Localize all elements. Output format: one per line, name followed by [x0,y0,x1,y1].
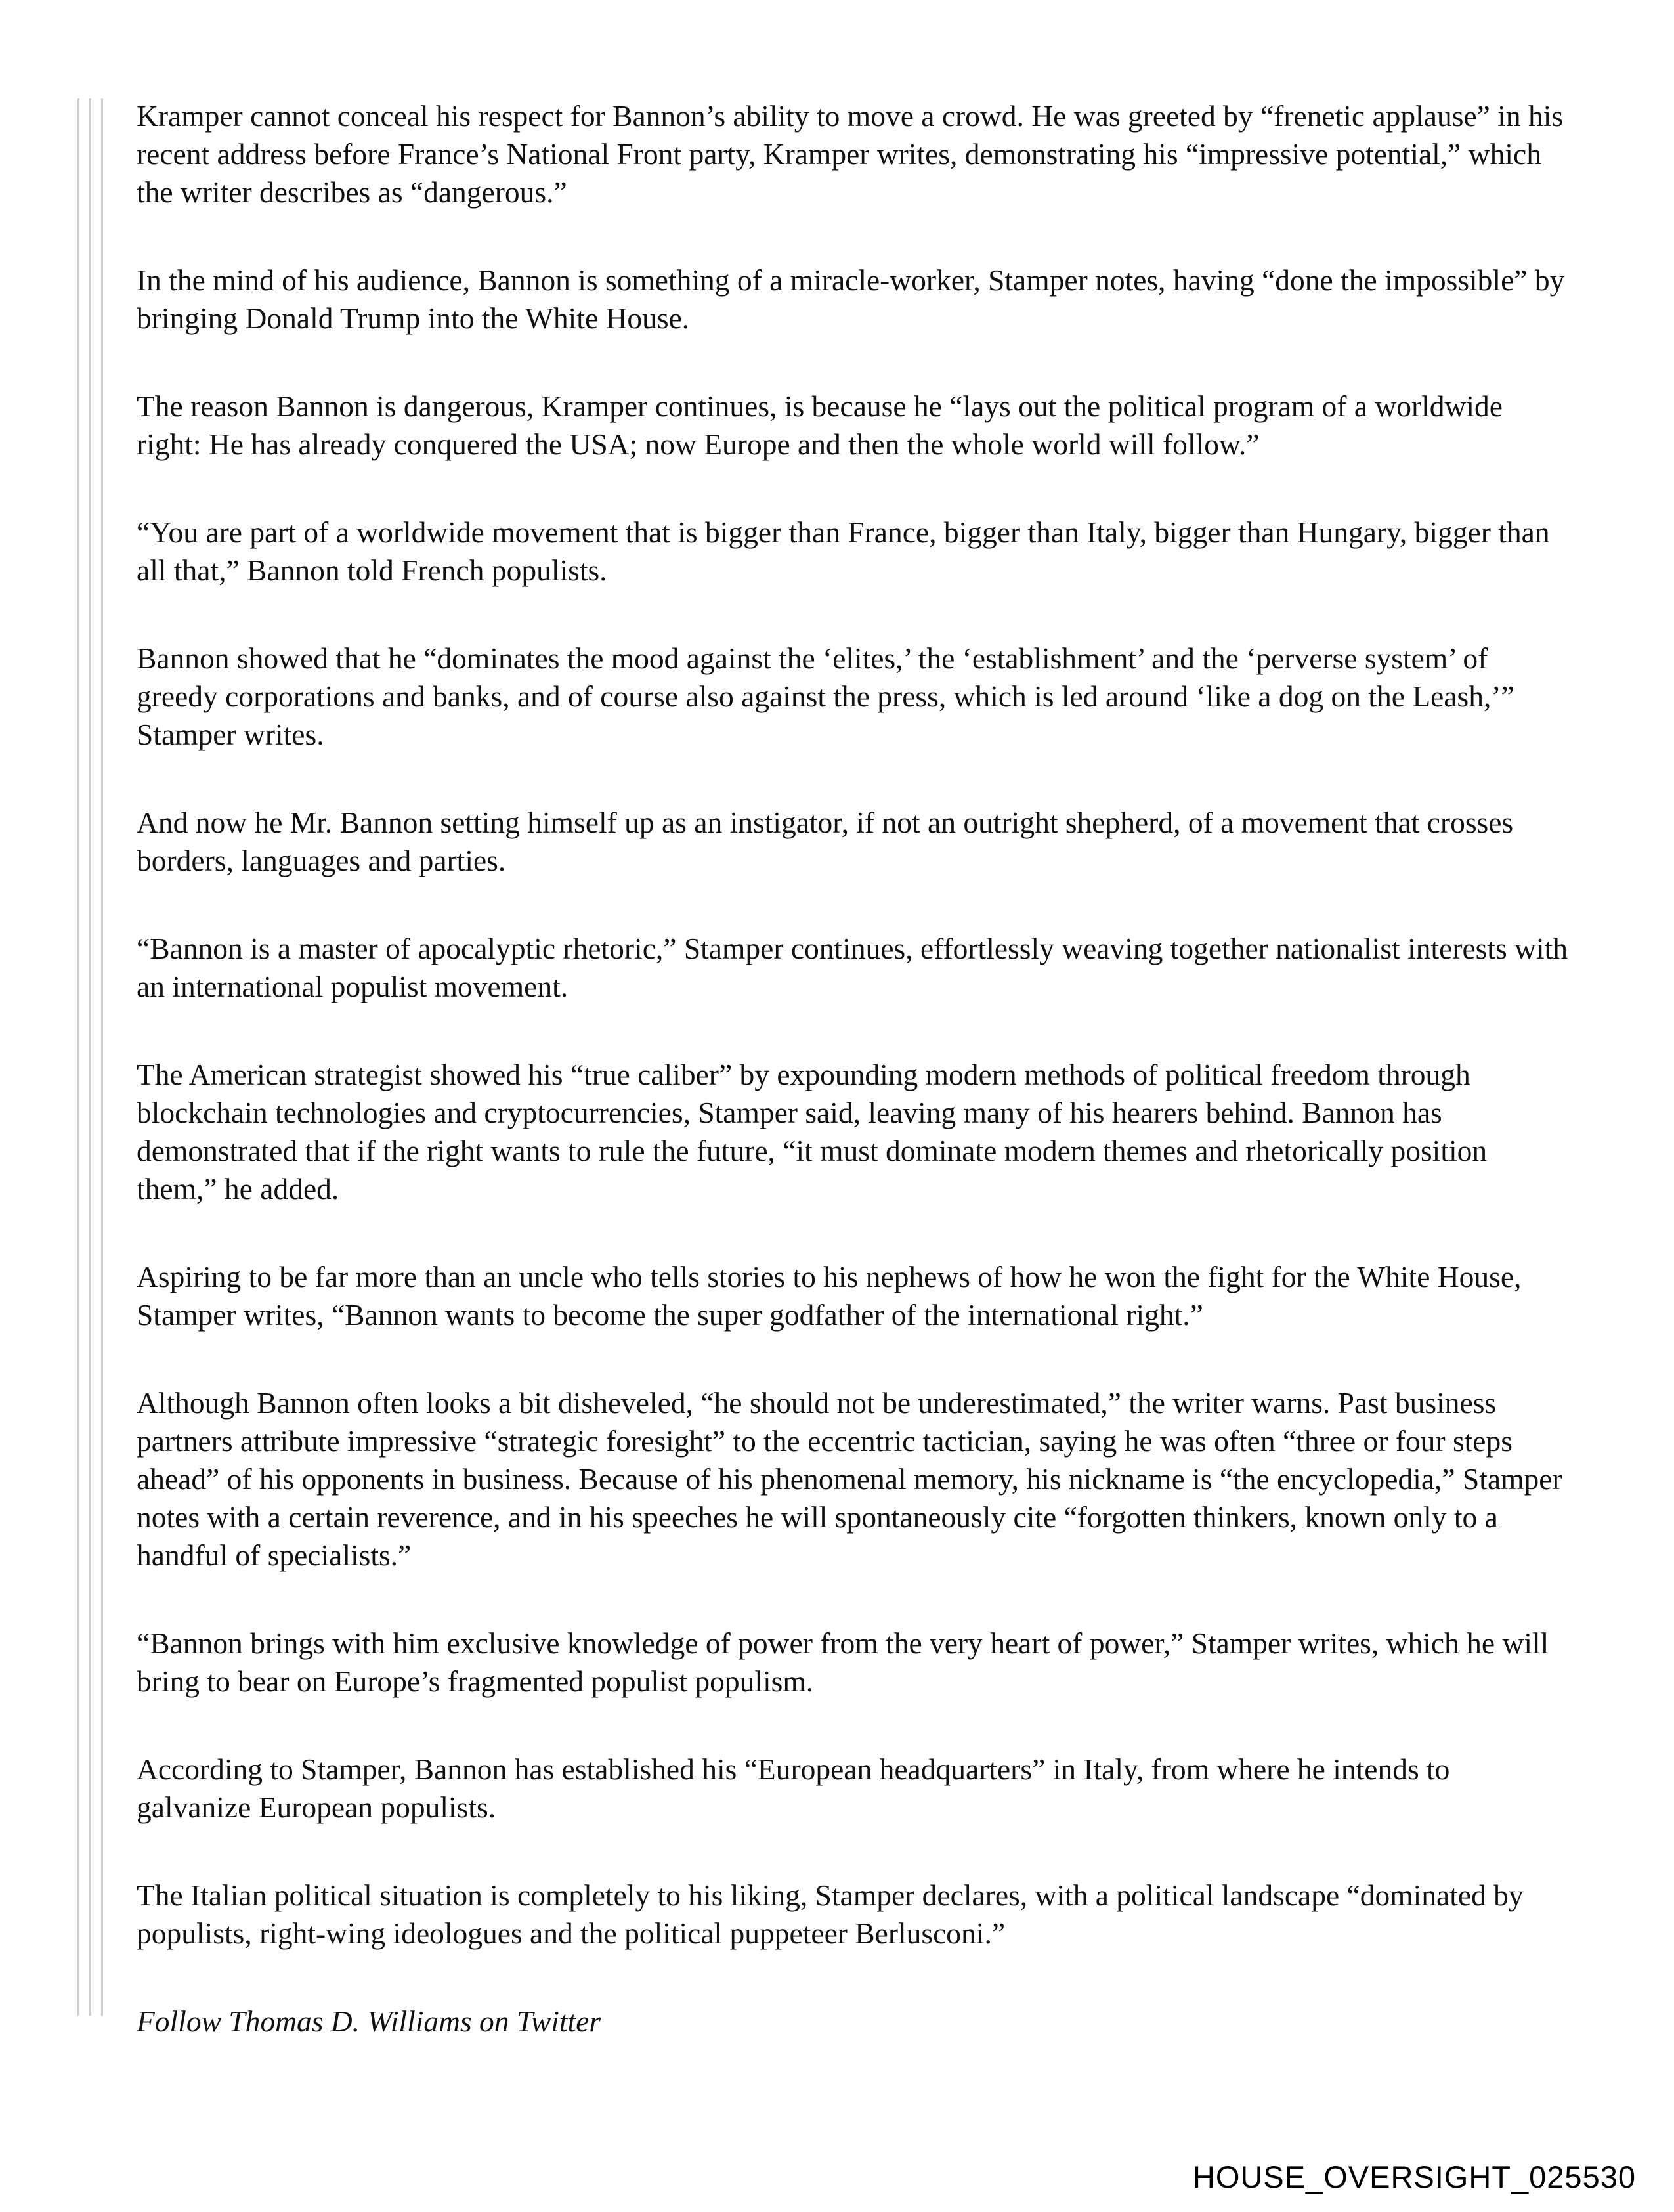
article-paragraph: The American strategist showed his “true caliber” by expounding modern methods of political freedom through blockchain technologies and cryptocurrencies, Stamper said, leaving many of his hearers behind. Bannon has demonstrated that if the right wants to rule the future, “it must dominate modern themes and rhetorically position them,” he added. [137,1058,1488,1205]
article-paragraph: The Italian political situation is completely to his liking, Stamper declares, with a political landscape “dominated by populists, right-wing ideologues and the political puppeteer Berlusconi.” [137,1878,1524,1950]
article-paragraph: Kramper cannot conceal his respect for Bannon’s ability to move a crowd. He was greeted by “frenetic applause” in his recent address before France’s National Front party, Kramper writes, demonstrating his “impressive potential,” which the writer describes as “dangerous.” [137,99,1564,209]
bates-number: HOUSE_OVERSIGHT_025530 [1192,2159,1636,2194]
article-paragraph: “Bannon is a master of apocalyptic rhetoric,” Stamper continues, effortlessly weaving together nationalist interests with an international populist movement. [137,932,1568,1003]
quote-bar [77,98,79,2016]
quote-margin-bars [77,98,117,2016]
article-paragraph: In the mind of his audience, Bannon is something of a miracle-worker, Stamper notes, having “done the impossible” by bringing Donald Trump into the White House. [137,263,1565,335]
quote-bar [101,98,103,2016]
article-paragraph: And now he Mr. Bannon setting himself up as an instigator, if not an outright shepherd, of a movement that crosses borders, languages and parties. [137,806,1514,877]
article-paragraph: “You are part of a worldwide movement that is bigger than France, bigger than Italy, bigger than Hungary, bigger than all that,” Bannon told French populists. [137,515,1550,587]
article-paragraph: Although Bannon often looks a bit disheveled, “he should not be underestimated,” the writer warns. Past business partners attribute impressive “strategic foresight” to the eccentric tactician, saying he was often “three or four steps ahead” of his opponents in business. Because of his phenomenal memory, his nickname is “the encyclopedia,” Stamper notes with a certain reverence, and in his speeches he will spontaneously cite “forgotten thinkers, known only to a handful of specialists.” [137,1386,1562,1572]
article-body [137,97,1568,2041]
article-paragraph: The reason Bannon is dangerous, Kramper continues, is because he “lays out the political program of a worldwide right: He has already conquered the USA; now Europe and then the whole world will follow.” [137,389,1503,461]
article-paragraph: Aspiring to be far more than an uncle who tells stories to his nephews of how he won the fight for the White House, Stamper writes, “Bannon wants to become the super godfather of the international right.” [137,1260,1522,1332]
author-twitter-signoff: Follow Thomas D. Williams on Twitter [137,2005,601,2038]
article-paragraph: Bannon showed that he “dominates the mood against the ‘elites,’ the ‘establishment’ and the ‘perverse system’ of greedy corporations and banks, and of course also against the press, which is led around ‘like a dog on the Leash,’” Stamper writes. [137,641,1514,751]
article-paragraph: “Bannon brings with him exclusive knowledge of power from the very heart of power,” Stamper writes, which he will bring to bear on Europe’s fragmented populist populism. [137,1626,1549,1698]
article-paragraph: According to Stamper, Bannon has established his “European headquarters” in Italy, from where he intends to galvanize European populists. [137,1752,1450,1824]
quote-bar [89,98,91,2016]
